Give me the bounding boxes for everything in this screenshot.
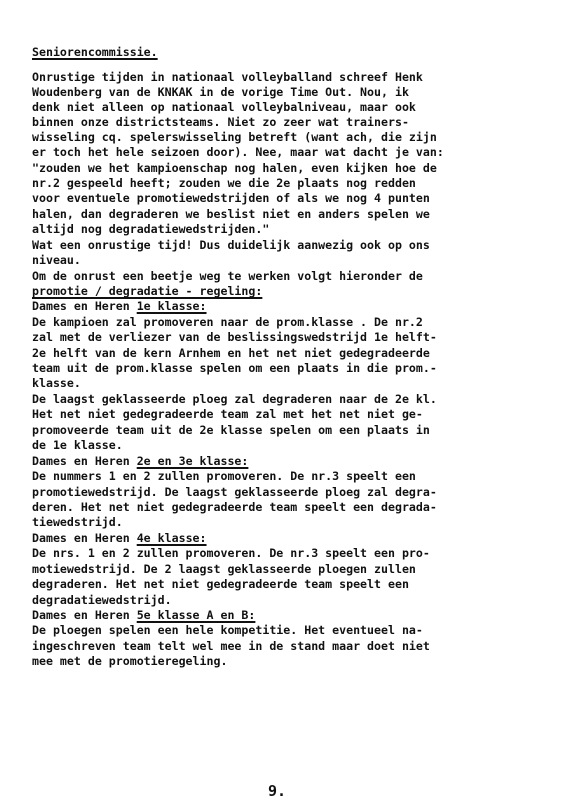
intro-line-12: Wat een onrustige tijd! Dus duidelijk aanwezig ook op ons <box>32 238 430 252</box>
section-1e-line-9: de 1e klasse. <box>32 438 123 452</box>
intro-line-11: altijd nog degradatiewedstrijden." <box>32 222 270 236</box>
section-1e-line-4: team uit de prom.klasse spelen om een plaats in die prom.- <box>32 361 437 375</box>
intro-line-7: "zouden we het kampioenschap nog halen, even kijken hoe de <box>32 161 437 175</box>
section-5e-line-3: mee met de promotieregeling. <box>32 654 228 668</box>
section-1e-line-1: De kampioen zal promoveren naar de prom.klasse . De nr.2 <box>32 315 423 329</box>
intro-line-3: denk niet alleen op nationaal volleybalniveau, maar ook <box>32 100 416 114</box>
section-title: 1e klasse: <box>136 299 207 313</box>
intro-line-10: halen, dan degraderen we beslist niet en anders spelen we <box>32 207 430 221</box>
section-1e-line-6: De laagst geklasseerde ploeg zal degraderen naar de 2e kl. <box>32 392 437 406</box>
intro-line-13: niveau. <box>32 253 81 267</box>
section-4e-line-3: degraderen. Het net niet gedegradeerde team speelt een <box>32 577 409 591</box>
section-4e-line-2: motiewedstrijd. De 2 laagst geklasseerde ploegen zullen <box>32 562 416 576</box>
section-5e-line-2: ingeschreven team telt wel mee in de stand maar doet niet <box>32 639 430 653</box>
intro-line-4: binnen onze districtsteams. Niet zo zeer wat trainers- <box>32 115 409 129</box>
document-heading: Seniorencommissie. <box>32 45 158 59</box>
section-4e-line-1: De nrs. 1 en 2 zullen promoveren. De nr.3 speelt een pro- <box>32 546 430 560</box>
intro-line-8: nr.2 gespeeld heeft; zouden we die 2e plaats nog redden <box>32 176 416 190</box>
intro-line-2: Woudenberg van de KNKAK in de vorige Time Out. Nou, ik <box>32 85 409 99</box>
page-number: 9. <box>268 782 287 800</box>
section-5e-line-1: De ploegen spelen een hele kompetitie. Het eventueel na- <box>32 623 423 637</box>
section-prefix: Dames en Heren <box>32 299 137 313</box>
section-title: 2e en 3e klasse: <box>136 454 249 468</box>
section-1e-line-5: klasse. <box>32 376 81 390</box>
section-5e-klasse-heading <box>32 608 255 623</box>
intro-line-9: voor eventuele promotiewedstrijden of als we nog 4 punten <box>32 191 430 205</box>
section-2e-3e-line-1: De nummers 1 en 2 zullen promoveren. De nr.3 speelt een <box>32 469 416 483</box>
section-title: 4e klasse: <box>136 531 207 545</box>
section-4e-klasse-heading <box>32 531 207 546</box>
section-prefix: Dames en Heren <box>32 608 137 622</box>
section-2e-3e-line-3: deren. Het net niet gedegradeerde team speelt een degrada- <box>32 500 437 514</box>
section-1e-line-2: zal met de verliezer van de beslissingswedstrijd 1e helft- <box>32 330 437 344</box>
section-2e-3e-line-4: tiewedstrijd. <box>32 515 123 529</box>
section-1e-line-8: promoveerde team uit de 2e klasse spelen om een plaats in <box>32 423 430 437</box>
section-2e-3e-line-2: promotiewedstrijd. De laagst geklasseerde ploeg zal degra- <box>32 485 437 499</box>
section-title: 5e klasse A en B: <box>136 608 256 622</box>
section-prefix: Dames en Heren <box>32 531 137 545</box>
section-prefix: Dames en Heren <box>32 454 137 468</box>
section-2e-3e-klasse-heading <box>32 454 248 469</box>
section-4e-line-4: degradatiewedstrijd. <box>32 593 172 607</box>
section-1e-line-7: Het net niet gedegradeerde team zal met het net niet ge- <box>32 407 423 421</box>
intro-line-1: Onrustige tijden in nationaal volleyballand schreef Henk <box>32 70 423 84</box>
section-1e-line-3: 2e helft van de kern Arnhem en het net niet gedegradeerde <box>32 346 430 360</box>
section-1e-klasse-heading <box>32 299 207 314</box>
intro-line-14: Om de onrust een beetje weg te werken volgt hieronder de <box>32 269 423 283</box>
intro-line-6: er toch het hele seizoen door). Nee, maar wat dacht je van: <box>32 145 444 159</box>
regeling-title: promotie / degradatie - regeling: <box>32 284 263 298</box>
intro-line-5: wisseling cq. spelerswisseling betreft (want ach, die zijn <box>32 130 437 144</box>
